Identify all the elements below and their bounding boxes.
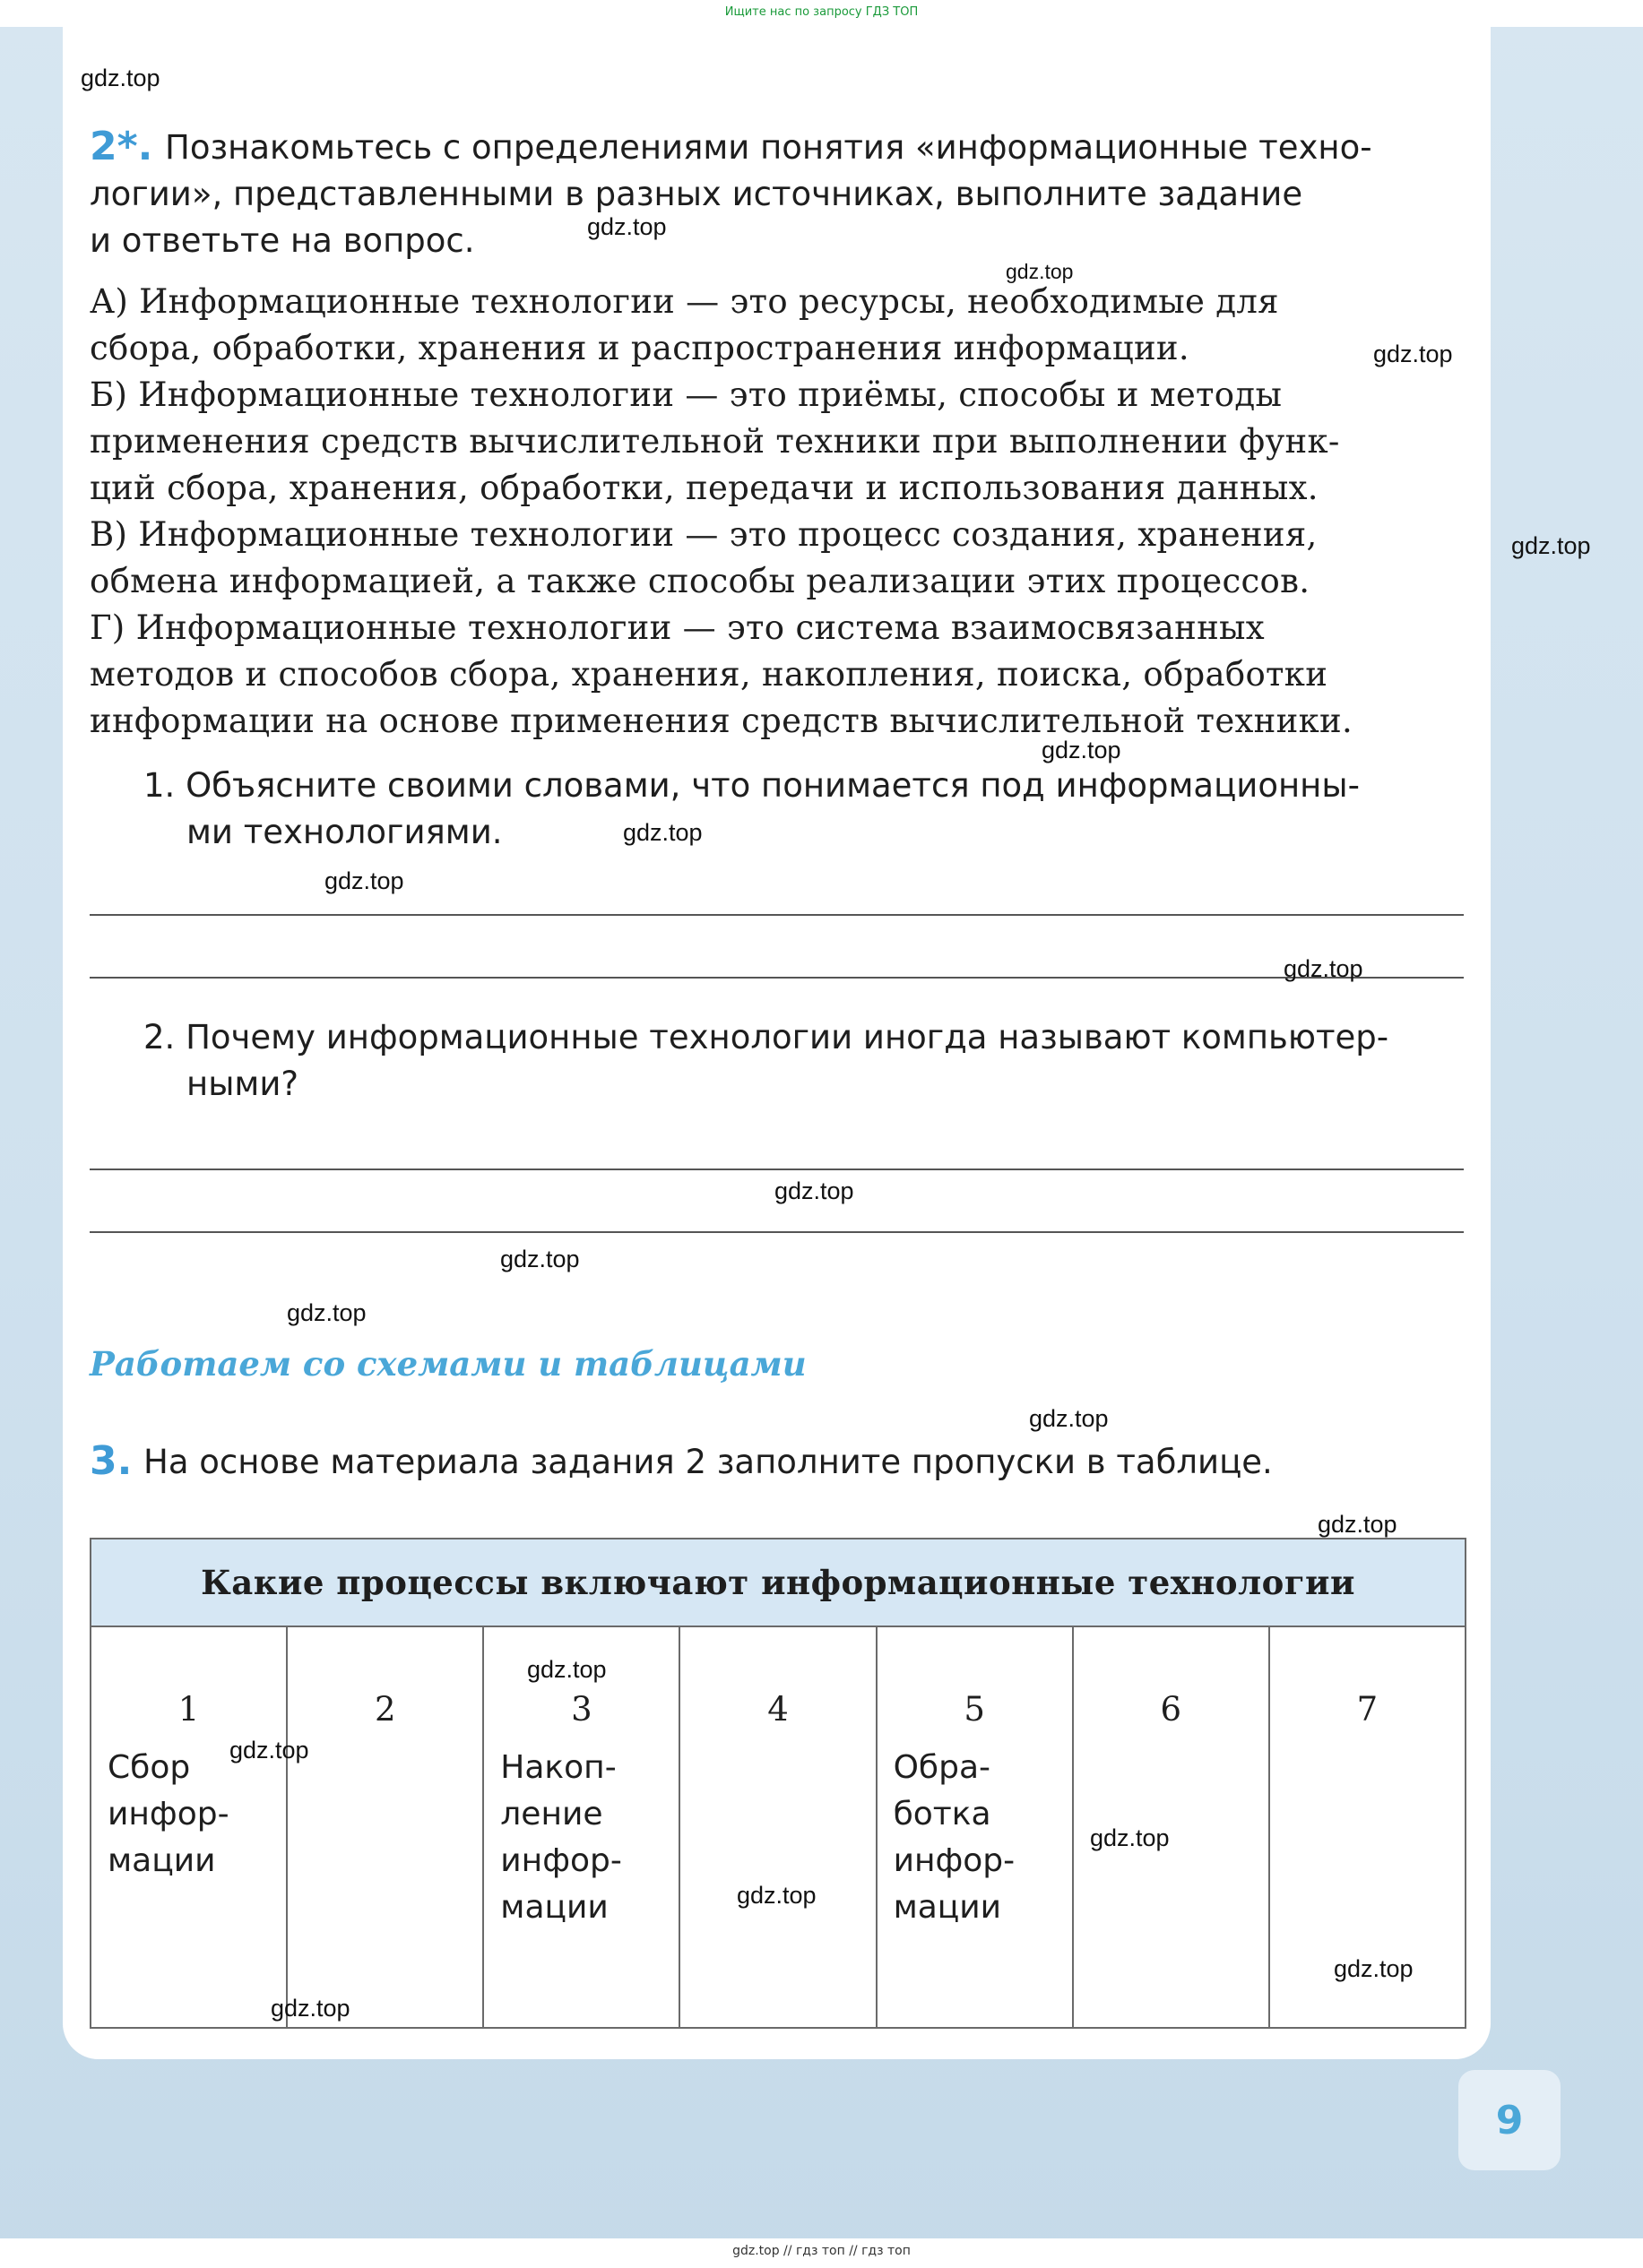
- task2-intro-line: и ответьте на вопрос.: [90, 221, 475, 260]
- watermark: gdz.top: [527, 1656, 607, 1683]
- cell-number: 2: [374, 1690, 396, 1729]
- watermark: gdz.top: [287, 1299, 367, 1326]
- definition-line: сбора, обработки, хранения и распространения информации.: [90, 329, 1189, 367]
- definition-line: ций сбора, хранения, обработки, передачи и использования данных.: [90, 469, 1319, 507]
- watermark: gdz.top: [229, 1737, 309, 1764]
- cell-number: 7: [1356, 1690, 1379, 1729]
- watermark: gdz.top: [1334, 1955, 1414, 1982]
- watermark: gdz.top: [1373, 341, 1453, 367]
- watermark: gdz.top: [623, 819, 703, 846]
- watermark: gdz.top: [737, 1882, 817, 1909]
- cell-number: 5: [964, 1690, 985, 1729]
- table-cell[interactable]: [287, 1626, 483, 2028]
- watermark: gdz.top: [1042, 737, 1121, 763]
- task2-block: [90, 124, 152, 169]
- cell-number: 6: [1160, 1690, 1182, 1729]
- definition-line: Г) Информационные технологии — это система взаимосвязанных: [90, 608, 1265, 647]
- task2-intro-line: логии», представленными в разных источниках, выполните задание: [90, 175, 1303, 213]
- watermark: gdz.top: [1511, 532, 1591, 559]
- table-cell[interactable]: [679, 1626, 876, 2028]
- section-title: Работаем со схемами и таблицами: [90, 1344, 807, 1384]
- table-row: [91, 1626, 1466, 2028]
- watermark: gdz.top: [1090, 1824, 1170, 1851]
- watermark: gdz.top: [1006, 260, 1074, 283]
- watermark: gdz.top: [774, 1177, 854, 1204]
- answer-line[interactable]: [90, 1231, 1464, 1233]
- watermark: gdz.top: [500, 1246, 580, 1272]
- definition-line: А) Информационные технологии — это ресурсы, необходимые для: [90, 282, 1279, 321]
- table-header: Какие процессы включают информационные технологии: [91, 1539, 1466, 1626]
- top-note: Ищите нас по запросу ГДЗ ТОП: [724, 5, 919, 19]
- task3-number-wrap: [90, 1438, 132, 1484]
- question2-line: 2. Почему информационные технологии иногда называют компьютер-: [143, 1018, 1389, 1056]
- definition-line: методов и способов сбора, хранения, накопления, поиска, обработки: [90, 655, 1328, 694]
- table-cell[interactable]: [877, 1626, 1073, 2028]
- processes-table: [90, 1538, 1466, 2029]
- cell-number: 4: [767, 1690, 789, 1729]
- watermark: gdz.top: [1318, 1511, 1397, 1538]
- answer-line[interactable]: [90, 977, 1464, 979]
- question2-line: ными?: [186, 1065, 299, 1103]
- task2-number: 2*.: [90, 124, 153, 169]
- table-cell[interactable]: [483, 1626, 679, 2028]
- cell-text: Накоп- ление инфор- мации: [500, 1749, 622, 1926]
- bottom-note: gdz.top // гдз топ // гдз топ: [732, 2244, 911, 2258]
- definition-line: В) Информационные технологии — это процесс создания, хранения,: [90, 515, 1318, 554]
- task3-text: На основе материала задания 2 заполните пропуски в таблице.: [143, 1443, 1273, 1481]
- question1-line: ми технологиями.: [186, 813, 503, 851]
- cell-number: 1: [177, 1690, 200, 1729]
- question1-line: 1. Объясните своими словами, что понимается под информационны-: [143, 766, 1360, 805]
- watermark: gdz.top: [271, 1995, 350, 2022]
- task2-intro-line: Познакомьтесь с определениями понятия «информационные техно-: [165, 128, 1372, 167]
- definition-line: Б) Информационные технологии — это приёмы, способы и методы: [90, 375, 1283, 414]
- watermark: gdz.top: [324, 867, 404, 894]
- page-number: 9: [1458, 2070, 1561, 2170]
- answer-line[interactable]: [90, 1168, 1464, 1170]
- task3-number: 3.: [90, 1438, 133, 1484]
- answer-line[interactable]: [90, 914, 1464, 916]
- watermark: gdz.top: [1029, 1405, 1109, 1432]
- cell-number: 3: [571, 1690, 592, 1729]
- cell-text: Сбор инфор- мации: [108, 1749, 229, 1879]
- definition-line: применения средств вычислительной техники при выполнении функ-: [90, 422, 1340, 461]
- definition-line: обмена информацией, а также способы реализации этих процессов.: [90, 562, 1310, 600]
- table-cell[interactable]: [91, 1626, 287, 2028]
- watermark: gdz.top: [587, 213, 667, 240]
- cell-text: Обра- ботка инфор- мации: [893, 1749, 1016, 1926]
- definition-line: информации на основе применения средств вычислительной техники.: [90, 702, 1353, 740]
- watermark: gdz.top: [1284, 955, 1363, 982]
- watermark: gdz.top: [81, 65, 160, 91]
